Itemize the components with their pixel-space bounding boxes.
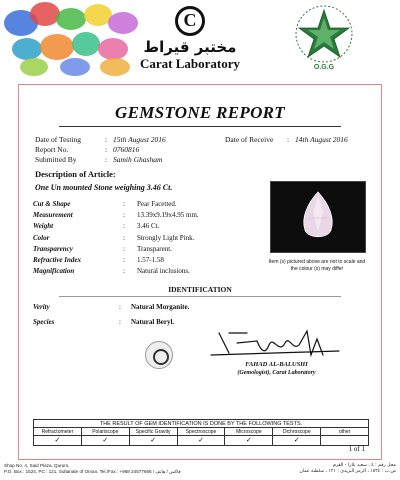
date-of-testing-value: 15th August 2016 (113, 135, 166, 144)
check-icon: ✓ (293, 436, 300, 444)
property-row: Color : Strongly Light Pink. (33, 233, 263, 244)
test-name: Polariscope (82, 428, 129, 436)
ogg-star-logo (285, 4, 363, 78)
footer-arabic-line2: ص.ب : ١٥٢٤ ، الرمز البريدي : ١٢١ ، سلطنة عمان (299, 469, 396, 474)
test-column (225, 428, 273, 445)
date-of-testing-label: Date of Testing (35, 135, 81, 144)
tests-heading: THE RESULT OF GEM IDENTIFICATION IS DONE BY THE FOLLOWING TESTS. (33, 419, 369, 427)
signature-block (199, 325, 359, 381)
test-column (321, 428, 368, 445)
test-column (34, 428, 82, 445)
property-value: Natural inclusions. (137, 267, 190, 276)
verity-label: Verity (33, 303, 50, 311)
property-label: Refractive Index (33, 255, 82, 264)
report-no-label: Report No. (35, 145, 69, 154)
property-value: 1.57-1.58 (137, 255, 164, 264)
check-icon: ✓ (198, 436, 204, 444)
identification-heading: IDENTIFICATION (168, 285, 232, 294)
date-of-receive-value: 14th August 2016 (295, 135, 348, 144)
lab-name-arabic: مختبر قيراط (143, 38, 237, 56)
description-text: One Un mounted Stone weighing 3.46 Ct. (35, 183, 173, 192)
footer-arabic-line1: محل رقم : ٤ ، سعيد بلازا - القرم (333, 463, 396, 468)
property-value: Strongly Light Pink. (137, 233, 195, 242)
property-label: Weight (33, 222, 54, 231)
test-column (82, 428, 130, 445)
property-row: Refractive Index : 1.57-1.58 (33, 255, 263, 266)
tests-table (33, 419, 369, 446)
tests-grid (33, 427, 369, 446)
property-row: Transparency : Transparent. (33, 244, 263, 255)
property-label: Measurement (33, 211, 73, 220)
footer-address-arabic (299, 463, 396, 475)
property-label: Magnification (33, 267, 75, 276)
photo-caption: Item (s) pictured above are not to scale and the colour (s) may differ (268, 259, 366, 272)
gemstones-banner-image (0, 0, 145, 80)
report-title: GEMSTONE REPORT (115, 103, 285, 122)
property-label: Cut & Shape (33, 200, 71, 208)
check-icon (321, 436, 368, 445)
page-number: 1 of 1 (348, 445, 365, 453)
footer-address-line2: P.O. Box : 1524, PC : 121, Sultanate of Oman, Tel./Fax : +968 24577666 / فاكس / هاتف (4, 469, 181, 474)
carat-seal-icon (145, 341, 173, 369)
property-row: Measurement : 13.39x9.19x4.95 mm. (33, 210, 263, 221)
species-value: Natural Beryl. (131, 318, 175, 326)
test-column (178, 428, 226, 445)
check-icon: ✓ (102, 436, 109, 444)
test-name: Specific Gravity (130, 428, 177, 436)
description-heading: Description of Article: (35, 169, 116, 179)
report-no-value: 0760816 (113, 145, 140, 154)
gemstone-report-certificate: GEMSTONE REPORT Date of Testing : 15th August 2016 Date of Receive : 14th August 2016 Report No. : 0760816 Submitted By : Samih Ghasham Description of Article: One Un mounted Stone weighing 3.46 Ct. Cut & Shape : Pear Facetted. Measurement : 13.39x9.19x4.95 mm. Weight : 3.46 Ct. Color : Strongly Light Pink. Transparency : Transparent. Refractive Index : 1.57-1.58 Magnification : Natural inclusions. Item (s) pictured above are not to scale and the colour (s) may differ IDENTIFICATION Verity : Natural Morganite. Species : Natural Beryl. FAHAD AL-BALUSHI (Gemologist), Carat Laboratory THE RESULT OF GEM IDENTIFICATION IS DONE BY THE FOLLOWING TESTS. Refractometer ✓ Polariscope ✓ Specific Gravity ✓ Spectroscope ✓ Microscope ✓ Dichroscope ✓ other 1 of 1 (18, 84, 382, 460)
footer-address-line1: Shop No. 4, Said Plaza, Qurum, (4, 463, 70, 468)
pear-gem-icon (271, 182, 365, 252)
gemstone-photo (270, 181, 366, 253)
footer-address-english (4, 463, 181, 475)
property-value: 13.39x9.19x4.95 mm. (137, 211, 199, 220)
check-icon: ✓ (54, 436, 61, 444)
carat-laboratory-logo (130, 6, 250, 78)
lab-name-english: Carat Laboratory (139, 56, 240, 71)
property-row: Magnification : Natural inclusions. (33, 266, 263, 277)
ogg-label: O.G.G (313, 64, 335, 71)
property-value: 3.46 Ct. (137, 222, 160, 231)
test-name: Microscope (225, 428, 272, 436)
header (0, 0, 400, 80)
identification-divider (59, 296, 341, 297)
test-name: Spectroscope (178, 428, 225, 436)
footer (0, 462, 400, 480)
test-name: Refractometer (34, 428, 81, 436)
signature-icon (199, 325, 359, 363)
signer-name: FAHAD AL-BALUSHI (245, 361, 308, 368)
property-row: Weight : 3.46 Ct. (33, 221, 263, 232)
star-icon (285, 4, 363, 64)
species-label: Species (33, 318, 55, 326)
check-icon: ✓ (245, 436, 252, 444)
test-column (273, 428, 321, 445)
verity-value: Natural Morganite. (131, 303, 190, 311)
title-divider (59, 126, 341, 127)
property-row: Cut & Shape : Pear Facetted. (33, 199, 263, 210)
property-value: Transparent. (137, 244, 172, 253)
signer-title: (Gemologist), Carat Laboratory (237, 370, 316, 376)
carat-c-logo-icon (175, 6, 205, 36)
submitted-by-value: Samih Ghasham (113, 155, 163, 164)
property-label: Transparency (33, 244, 73, 253)
test-column (130, 428, 178, 445)
test-name: Dichroscope (273, 428, 320, 436)
properties-table (33, 199, 263, 277)
check-icon: ✓ (150, 436, 157, 444)
date-of-receive-label: Date of Receive (225, 135, 274, 144)
property-label: Color (33, 233, 50, 242)
submitted-by-label: Submitted By (35, 155, 77, 164)
test-name: other (321, 428, 368, 436)
property-value: Pear Facetted. (137, 200, 177, 208)
